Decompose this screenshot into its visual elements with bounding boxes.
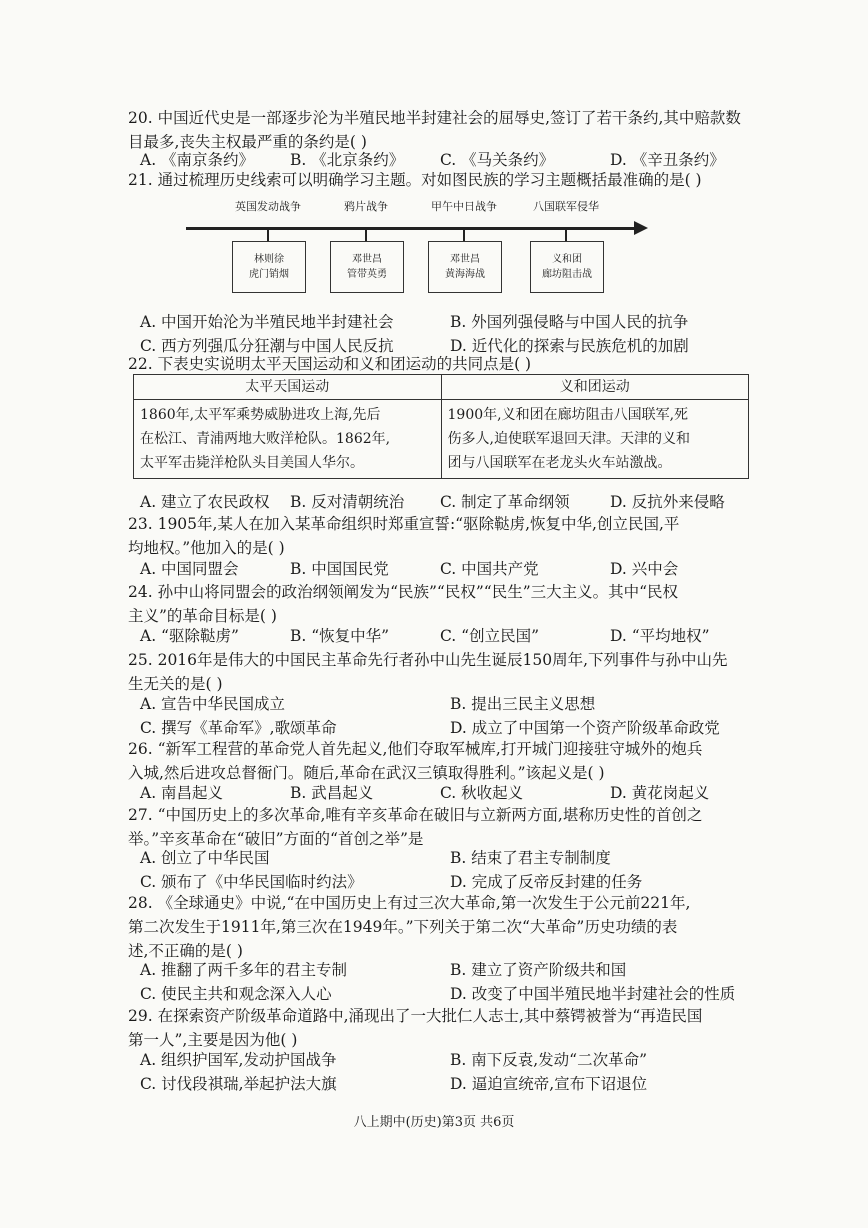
question-text: 入城,然后进攻总督衙门。随后,革命在武汉三镇取得胜利。”该起义是( ) bbox=[128, 764, 605, 782]
option-a: A. 建立了农民政权 bbox=[140, 493, 270, 511]
option-b: B. 外国列强侵略与中国人民的抗争 bbox=[450, 313, 689, 331]
question-text: 述,不正确的是( ) bbox=[128, 942, 243, 960]
timeline-figure bbox=[186, 194, 656, 304]
timeline-event: 甲午中日战争 bbox=[431, 200, 497, 213]
question-text: 23. 1905年,某人在加入某革命组织时郑重宣誓:“驱除鞑虏,恢复中华,创立民国,平 bbox=[128, 515, 680, 533]
question-23 bbox=[128, 512, 798, 560]
timeline-tick bbox=[365, 227, 367, 241]
timeline-event: 英国发动战争 bbox=[235, 200, 301, 213]
question-24-options bbox=[140, 624, 790, 648]
option-a: A. 南昌起义 bbox=[140, 784, 224, 802]
table-cell: 1900年,义和团在廊坊阻击八国联军,死 伤多人,迫使联军退回天津。天津的义和 团与八国联军在老龙头火车站激战。 bbox=[441, 400, 749, 479]
timeline-tick bbox=[565, 227, 567, 241]
question-text: 第一人”,主要是因为他( ) bbox=[128, 1031, 298, 1049]
option-d: D. 黄花岗起义 bbox=[610, 784, 710, 802]
question-text: 25. 2016年是伟大的中国民主革命先行者孙中山先生诞辰150周年,下列事件与孙中山先 bbox=[128, 651, 728, 669]
page-footer: 八上期中(历史)第3页 共6页 bbox=[353, 1115, 515, 1130]
question-text: 26. “新军工程营的革命党人首先起义,他们夺取军械库,打开城门迎接驻守城外的炮兵 bbox=[128, 740, 703, 758]
question-22 bbox=[128, 352, 798, 376]
question-text: 29. 在探索资产阶级革命道路中,涌现出了一大批仁人志士,其中蔡锷被誉为“再造民国 bbox=[128, 1007, 703, 1025]
option-b: B. 提出三民主义思想 bbox=[450, 695, 596, 713]
option-c: C. 制定了革命纲领 bbox=[440, 493, 570, 511]
option-d: D. 成立了中国第一个资产阶级革命政党 bbox=[450, 719, 720, 737]
table-header: 太平天国运动 bbox=[134, 375, 442, 400]
question-20 bbox=[128, 106, 798, 154]
question-26-options bbox=[140, 781, 790, 805]
option-b: B. 《北京条约》 bbox=[290, 151, 405, 169]
question-21-options bbox=[140, 310, 790, 358]
question-text: 21. 通过梳理历史线索可以明确学习主题。对如图民族的学习主题概括最准确的是( ) bbox=[128, 171, 702, 189]
timeline-arrow-icon bbox=[634, 221, 648, 235]
table-cell: 1860年,太平军乘势威胁进攻上海,先后 在松江、青浦两地大败洋枪队。1862年, 太平军击毙洋枪队头目美国人华尔。 bbox=[134, 400, 442, 479]
option-d: D. 近代化的探索与民族危机的加剧 bbox=[450, 337, 689, 355]
option-c: C. 撰写《革命军》,歌颂革命 bbox=[140, 719, 337, 737]
question-28-options bbox=[140, 958, 790, 1006]
question-text: 均地权。”他加入的是( ) bbox=[128, 539, 285, 557]
option-a: A. 宣告中华民国成立 bbox=[140, 695, 286, 713]
option-c: C. “创立民国” bbox=[440, 627, 540, 645]
question-23-options bbox=[140, 557, 790, 581]
option-d: D. “平均地权” bbox=[610, 627, 710, 645]
question-25-options bbox=[140, 692, 790, 740]
question-24 bbox=[128, 580, 798, 628]
question-text: 主义”的革命目标是( ) bbox=[128, 607, 277, 625]
timeline-box: 邓世昌 管带英勇 bbox=[330, 241, 404, 293]
option-b: B. 反对清朝统治 bbox=[290, 493, 405, 511]
timeline-box: 邓世昌 黄海海战 bbox=[428, 241, 502, 293]
option-b: B. 结束了君主专制制度 bbox=[450, 849, 611, 867]
option-b: B. 南下反袁,发动“二次革命” bbox=[450, 1051, 648, 1069]
question-26 bbox=[128, 737, 798, 785]
option-c: C. 《马关条约》 bbox=[440, 151, 555, 169]
option-d: D. 兴中会 bbox=[610, 560, 679, 578]
question-29-options bbox=[140, 1048, 790, 1096]
question-text: 22. 下表史实说明太平天国运动和义和团运动的共同点是( ) bbox=[128, 355, 532, 373]
question-text: 第二次发生于1911年,第三次在1949年。”下列关于第二次“大革命”历史功绩的表 bbox=[128, 918, 678, 936]
question-21 bbox=[128, 168, 798, 192]
option-a: A. 中国同盟会 bbox=[140, 560, 239, 578]
question-text: 24. 孙中山将同盟会的政治纲领阐发为“民族”“民权”“民生”三大主义。其中“民权 bbox=[128, 583, 679, 601]
timeline-box: 义和团 廊坊阻击战 bbox=[530, 241, 604, 293]
option-d: D. 完成了反帝反封建的任务 bbox=[450, 873, 643, 891]
timeline-event: 鸦片战争 bbox=[344, 200, 388, 213]
option-a: A. 创立了中华民国 bbox=[140, 849, 270, 867]
option-d: D. 《辛丑条约》 bbox=[610, 151, 725, 169]
question-text: 28. 《全球通史》中说,“在中国历史上有过三次大革命,第一次发生于公元前221年, bbox=[128, 894, 691, 912]
option-a: A. 推翻了两千多年的君主专制 bbox=[140, 961, 348, 979]
table-header: 义和团运动 bbox=[441, 375, 749, 400]
timeline-axis bbox=[186, 227, 638, 230]
history-table bbox=[133, 374, 749, 479]
option-b: B. 建立了资产阶级共和国 bbox=[450, 961, 627, 979]
option-a: A. 中国开始沦为半殖民地半封建社会 bbox=[140, 313, 394, 331]
option-a: A. “驱除鞑虏” bbox=[140, 627, 239, 645]
timeline-tick bbox=[463, 227, 465, 241]
question-text: 20. 中国近代史是一部逐步沦为半殖民地半封建社会的屈辱史,签订了若干条约,其中赔款数 bbox=[128, 109, 741, 127]
question-29 bbox=[128, 1004, 798, 1052]
option-b: B. “恢复中华” bbox=[290, 627, 390, 645]
option-d: D. 逼迫宣统帝,宣布下诏退位 bbox=[450, 1075, 648, 1093]
option-c: C. 中国共产党 bbox=[440, 560, 539, 578]
question-22-options bbox=[140, 490, 790, 514]
question-27-options bbox=[140, 846, 790, 894]
option-c: C. 西方列强瓜分狂潮与中国人民反抗 bbox=[140, 337, 394, 355]
option-d: D. 改变了中国半殖民地半封建社会的性质 bbox=[450, 985, 736, 1003]
question-text: 27. “中国历史上的多次革命,唯有辛亥革命在破旧与立新两方面,堪称历史性的首创之 bbox=[128, 806, 703, 824]
option-b: B. 中国国民党 bbox=[290, 560, 389, 578]
timeline-tick bbox=[267, 227, 269, 241]
option-a: A. 组织护国军,发动护国战争 bbox=[140, 1051, 337, 1069]
timeline-event: 八国联军侵华 bbox=[533, 200, 599, 213]
question-text: 举。”辛亥革命在“破旧”方面的“首创之举”是 bbox=[128, 830, 424, 848]
question-25 bbox=[128, 648, 798, 696]
option-c: C. 颁布了《中华民国临时约法》 bbox=[140, 873, 363, 891]
question-text: 目最多,丧失主权最严重的条约是( ) bbox=[128, 133, 367, 151]
option-c: C. 讨伐段祺瑞,举起护法大旗 bbox=[140, 1075, 337, 1093]
question-text: 生无关的是( ) bbox=[128, 675, 223, 693]
option-c: C. 秋收起义 bbox=[440, 784, 524, 802]
option-d: D. 反抗外来侵略 bbox=[610, 493, 725, 511]
option-c: C. 使民主共和观念深入人心 bbox=[140, 985, 332, 1003]
option-a: A. 《南京条约》 bbox=[140, 151, 255, 169]
question-27 bbox=[128, 803, 798, 851]
question-28 bbox=[128, 891, 798, 963]
option-b: B. 武昌起义 bbox=[290, 784, 374, 802]
timeline-box: 林则徐 虎门销烟 bbox=[232, 241, 306, 293]
